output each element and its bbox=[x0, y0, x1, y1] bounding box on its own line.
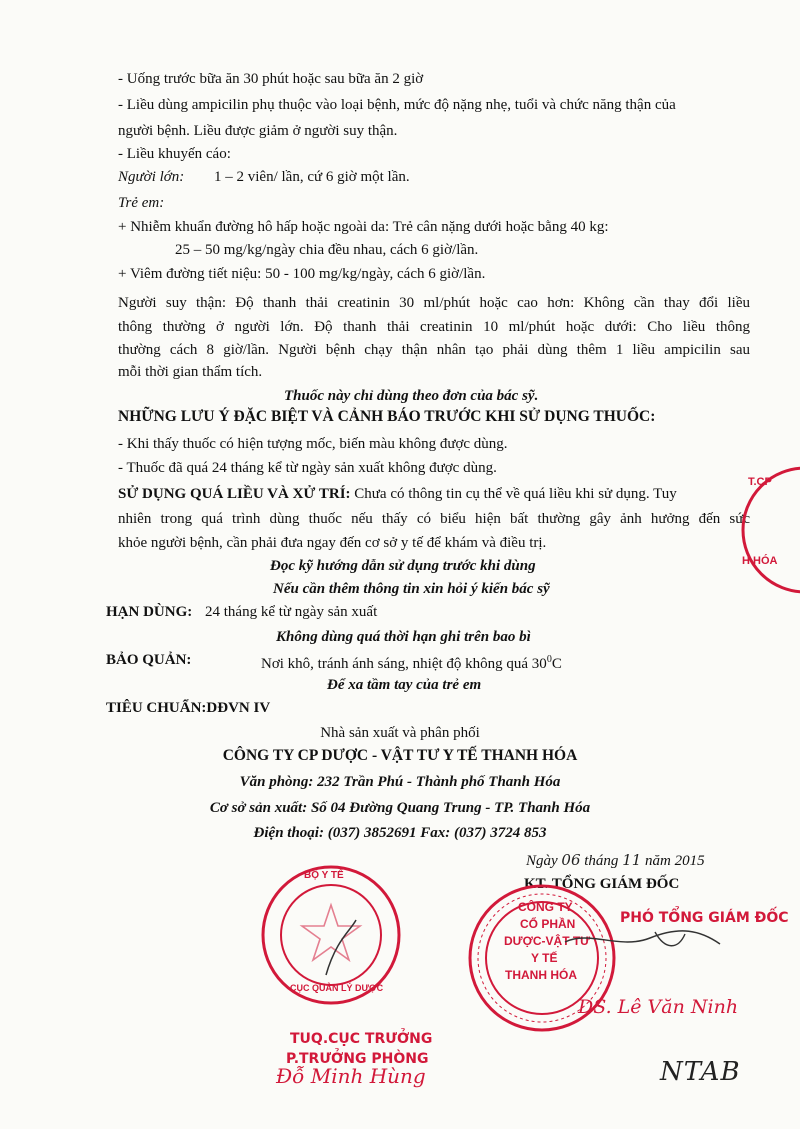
dosage-line-3: người bệnh. Liều được giảm ở người suy thận. bbox=[118, 123, 398, 139]
handwritten-initials: NTAB bbox=[660, 1057, 741, 1087]
renal-line-4: mỗi thời gian thẩm tích. bbox=[118, 364, 263, 380]
seal-line-2: CỔ PHẦN bbox=[520, 917, 576, 931]
expiry-value: 24 tháng kể từ ngày sản xuất bbox=[205, 604, 378, 620]
renal-line-3: thường cách 8 giờ/lần. Người bệnh chạy thận nhân tạo phải dùng thêm 1 liều ampicilin sau bbox=[118, 342, 750, 358]
signature-date: Ngày 06 tháng 11 năm 2015 bbox=[526, 851, 705, 869]
left-official-title-1: TUQ.CỤC TRƯỞNG bbox=[290, 1031, 433, 1047]
renal-line-1: Người suy thận: Độ thanh thải creatinin 30 ml/phút hoặc cao hơn: Không cần thay đổi liều bbox=[118, 295, 750, 311]
read-instructions-note: Đọc kỹ hướng dẫn sử dụng trước khi dùng bbox=[270, 558, 536, 574]
adult-dose: 1 – 2 viên/ lần, cứ 6 giờ một lần. bbox=[214, 169, 410, 185]
overdose-line-2: nhiên trong quá trình dùng thuốc nếu thấy có biểu hiện bất thường gây ảnh hưởng đến sức bbox=[118, 511, 750, 527]
date-month: 11 bbox=[622, 851, 642, 869]
dosage-line-8: 25 – 50 mg/kg/ngày chia đều nhau, cách 6 giờ/lần. bbox=[175, 242, 479, 258]
standard-text: TIÊU CHUẨN:DĐVN IV bbox=[106, 700, 271, 716]
dosage-line-9: + Viêm đường tiết niệu: 50 - 100 mg/kg/ngày, cách 6 giờ/lần. bbox=[118, 266, 486, 282]
seal-line-1: CÔNG TY bbox=[518, 900, 573, 914]
overdose-line-1 bbox=[118, 485, 677, 503]
ask-doctor-note: Nếu cần thêm thông tin xin hỏi ý kiến bác sỹ bbox=[273, 581, 550, 597]
expiry-note: Không dùng quá thời hạn ghi trên bao bì bbox=[276, 629, 531, 645]
director-signature-scribble bbox=[560, 920, 730, 960]
prescription-note: Thuốc này chỉ dùng theo đơn của bác sỹ. bbox=[284, 388, 539, 404]
dosage-line-2: - Liều dùng ampicilin phụ thuộc vào loại bệnh, mức độ nặng nhẹ, tuổi và chức năng thận của bbox=[118, 97, 676, 113]
signer-name: DS. Lê Văn Ninh bbox=[578, 996, 739, 1018]
storage-value: Nơi khô, tránh ánh sáng, nhiệt độ không quá $30^0C$ bbox=[261, 654, 562, 672]
company-name: CÔNG TY CP DƯỢC - VẬT TƯ Y TẾ THANH HÓA bbox=[222, 747, 578, 764]
storage-label: BẢO QUẢN: bbox=[106, 652, 192, 668]
left-official-title-2: P.TRƯỞNG PHÒNG bbox=[286, 1051, 429, 1067]
overdose-line-3: khỏe người bệnh, cần phải đưa ngay đến cơ sở y tế để khám và điều trị. bbox=[118, 535, 547, 551]
keep-away-note: Để xa tầm tay của trẻ em bbox=[327, 677, 482, 693]
deputy-director-title: PHÓ TỔNG GIÁM ĐỐC bbox=[620, 910, 789, 926]
contact-phone-fax: Điện thoại: (037) 3852691 Fax: (037) 3724 853 bbox=[253, 825, 547, 841]
dosage-line-1: - Uống trước bữa ăn 30 phút hoặc sau bữa ăn 2 giờ bbox=[118, 71, 424, 87]
warning-line-2: - Thuốc đã quá 24 tháng kể từ ngày sản xuất không được dùng. bbox=[118, 460, 497, 476]
dosage-line-7: + Nhiễm khuẩn đường hô hấp hoặc ngoài da: Trẻ cân nặng dưới hoặc bằng 40 kg: bbox=[118, 219, 609, 235]
ministry-seal-ring: CỤC QUẢN LÝ DƯỢC bbox=[290, 983, 384, 993]
overdose-text: Chưa có thông tin cụ thể về quá liều khi sử dụng. Tuy bbox=[350, 486, 677, 502]
factory-address: Cơ sở sản xuất: Số 04 Đường Quang Trung - TP. Thanh Hóa bbox=[209, 800, 591, 816]
edge-seal-bottom: H HÓA bbox=[742, 555, 778, 567]
expiry-label: HẠN DÙNG: bbox=[106, 604, 193, 620]
office-address: Văn phòng: 232 Trần Phú - Thành phố Thanh Hóa bbox=[239, 774, 561, 790]
warning-line-1: - Khi thấy thuốc có hiện tượng mốc, biến màu không được dùng. bbox=[118, 436, 508, 452]
left-official-name: Đỗ Minh Hùng bbox=[276, 1064, 426, 1088]
manufacturer-intro: Nhà sản xuất và phân phối bbox=[320, 725, 480, 741]
child-label: Trẻ em: bbox=[118, 195, 165, 211]
director-title: KT. TỔNG GIÁM ĐỐC bbox=[524, 876, 680, 892]
seal-line-3: DƯỢC-VẬT TƯ bbox=[504, 934, 591, 948]
ministry-seal-top: BỘ Y TẾ bbox=[304, 870, 344, 881]
dosage-line-4: - Liều khuyến cáo: bbox=[118, 146, 231, 162]
overdose-heading: SỬ DỤNG QUÁ LIỀU VÀ XỬ TRÍ: bbox=[118, 486, 351, 502]
seal-line-4: Y TẾ bbox=[531, 951, 558, 965]
adult-label: Người lớn: bbox=[118, 169, 185, 185]
date-day: 06 bbox=[561, 851, 581, 869]
seal-line-5: THANH HÓA bbox=[505, 968, 577, 982]
warning-heading: NHỮNG LƯU Ý ĐẶC BIỆT VÀ CẢNH BÁO TRƯỚC KHI SỬ DỤNG THUỐC: bbox=[118, 408, 656, 425]
edge-seal-top: T.CP bbox=[748, 476, 772, 488]
renal-line-2: thông thường ở người lớn. Độ thanh thải creatinin 10 ml/phút hoặc dưới: Cho liều thông bbox=[118, 319, 750, 335]
